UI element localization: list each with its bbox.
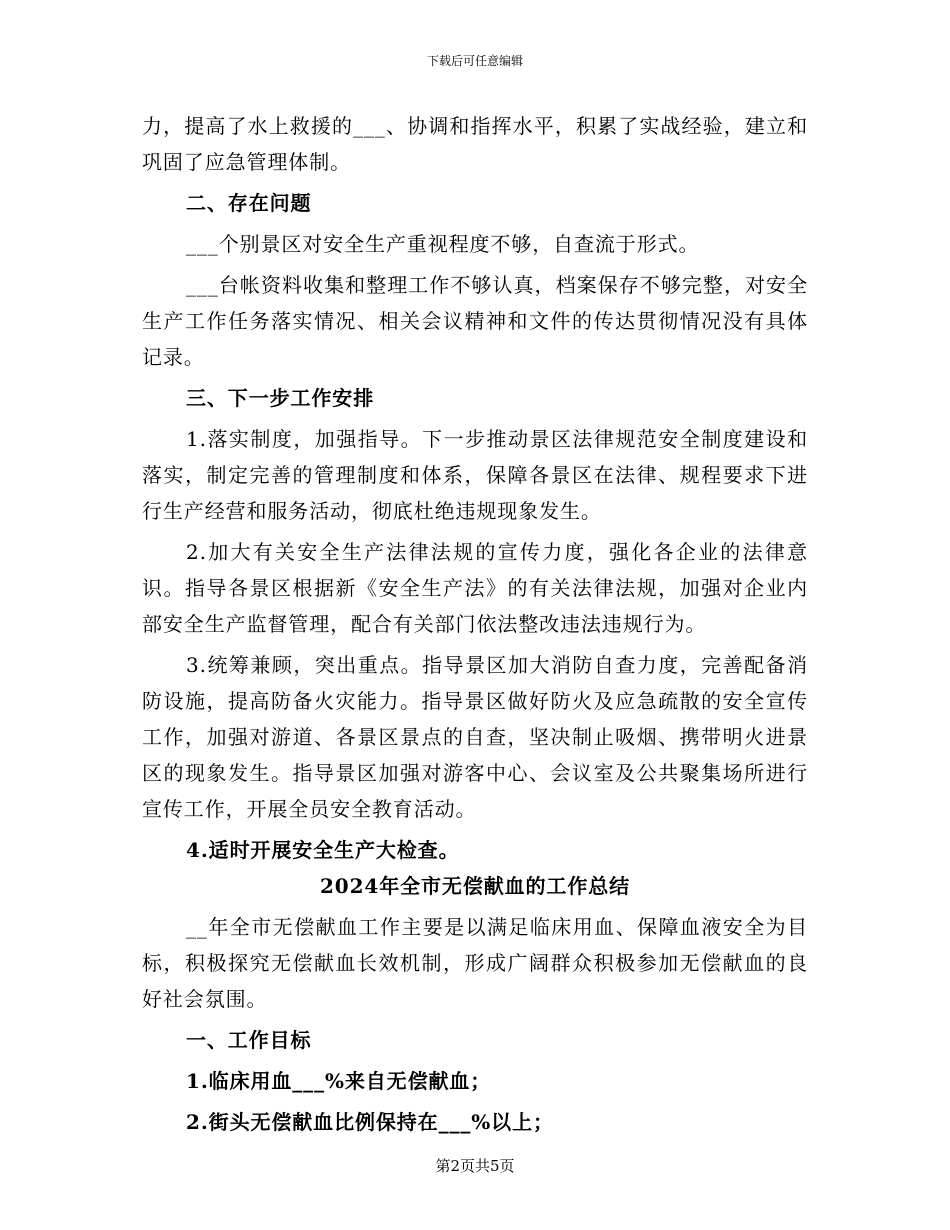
goal-item-2: 2.街头无偿献血比例保持在___%以上；: [186, 1110, 554, 1134]
document-body: [142, 108, 808, 1140]
paragraph-step-4: 4.适时开展安全生产大检查。: [186, 838, 460, 862]
section-heading-goals: 一、工作目标: [186, 1028, 312, 1052]
section-heading-next-steps: 三、下一步工作安排: [186, 386, 375, 410]
goal-item-1: 1.临床用血___%来自无偿献血；: [186, 1069, 492, 1093]
document-title: 2024年全市无偿献血的工作总结: [319, 874, 631, 898]
page-header: 下载后可任意编辑: [426, 54, 523, 68]
page-footer: 第2页共5页: [435, 1157, 515, 1175]
paragraph-intro: __年全市无偿献血工作主要是以满足临床用血、保障血液安全为目标，积极探究无偿献血长效机制，形成广阔群众积极参加无偿献血的良好社会氛围。: [142, 915, 808, 1011]
section-heading-problems: 二、存在问题: [186, 191, 312, 215]
paragraph-step-2: 2.加大有关安全生产法律法规的宣传力度，强化各企业的法律意识。指导各景区根据新《安全生产法》的有关法律法规，加强对企业内部安全生产监督管理，配合有关部门依法整改违法违规行为。: [142, 540, 808, 636]
paragraph-problem-1: ___个别景区对安全生产重视程度不够，自查流于形式。: [186, 232, 700, 256]
paragraph-continuation: 力，提高了水上救援的___、协调和指挥水平，积累了实战经验，建立和巩固了应急管理体制。: [142, 114, 808, 174]
paragraph-problem-2: ___台帐资料收集和整理工作不够认真，档案保存不够完整，对安全生产工作任务落实情况、相关会议精神和文件的传达贯彻情况没有具体记录。: [142, 273, 808, 369]
paragraph-step-3: 3.统筹兼顾，突出重点。指导景区加大消防自查力度，完善配备消防设施，提高防备火灾能力。指导景区做好防火及应急疏散的安全宣传工作，加强对游道、各景区景点的自查，坚决制止吸烟、携带明火进景区的现象发生。指导景区加强对游客中心、会议室及公共聚集场所进行宣传工作，开展全员安全教育活动。: [142, 653, 808, 821]
paragraph-step-1: 1.落实制度，加强指导。下一步推动景区法律规范安全制度建设和落实，制定完善的管理制度和体系，保障各景区在法律、规程要求下进行生产经营和服务活动，彻底杜绝违规现象发生。: [142, 427, 808, 523]
